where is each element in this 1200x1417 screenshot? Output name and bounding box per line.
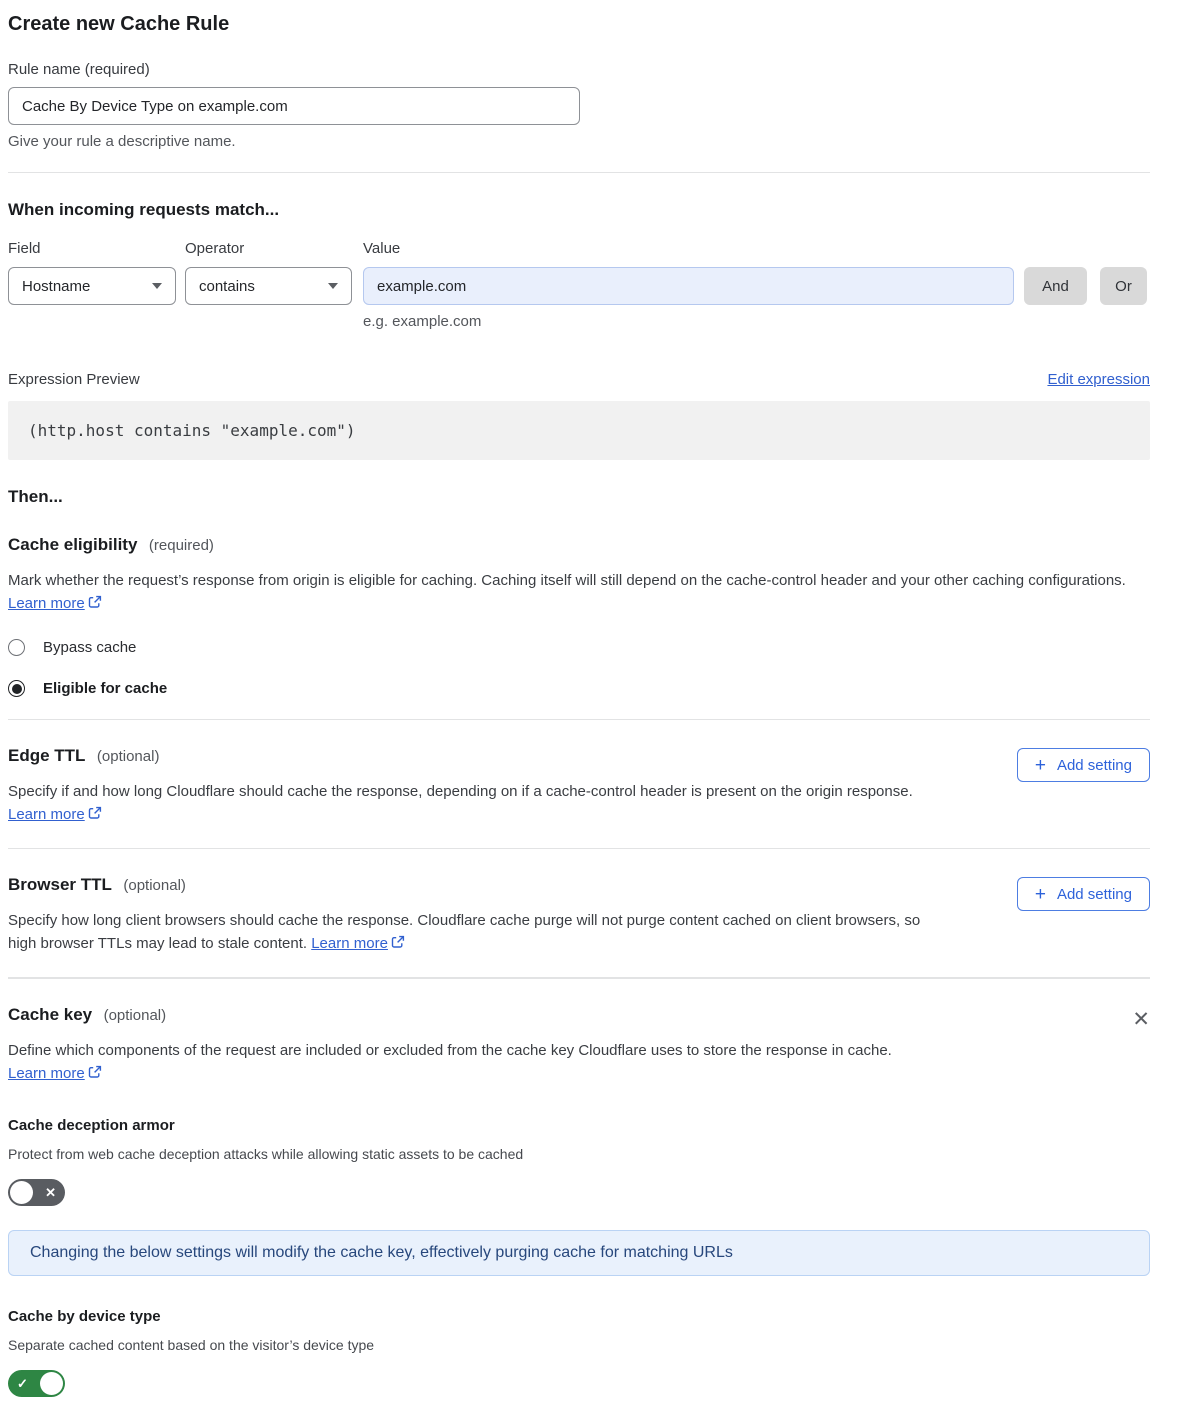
browser-ttl-learn-more-link[interactable]: Learn more [311, 935, 388, 952]
and-button[interactable]: And [1024, 267, 1087, 305]
or-button[interactable]: Or [1100, 267, 1147, 305]
cache-key-description: Define which components of the request are included or excluded from the cache key Cloudflare uses to store the response in cache. Learn more [8, 1042, 892, 1082]
browser-ttl-description: Specify how long client browsers should cache the response. Cloudflare cache purge will not purge content cached on client browsers, so high browser TTLs may lead to stale content. Learn more [8, 912, 921, 952]
expression-preview-label: Expression Preview [8, 371, 140, 388]
edge-ttl-learn-more-link[interactable]: Learn more [8, 806, 85, 823]
chevron-down-icon [152, 283, 162, 289]
cache-deception-armor-description: Protect from web cache deception attacks while allowing static assets to be cached [8, 1146, 524, 1162]
cache-eligibility-qualifier: (required) [148, 537, 214, 554]
radio-option-eligible-for-cache[interactable] [8, 680, 1150, 697]
plus-icon: + [1034, 883, 1046, 905]
value-column [363, 240, 1014, 330]
value-help: e.g. example.com [363, 313, 482, 330]
chevron-down-icon [328, 283, 338, 289]
operator-select[interactable] [185, 267, 352, 305]
edge-ttl-qualifier: (optional) [96, 748, 160, 765]
cache-eligibility-description: Mark whether the request’s response from origin is eligible for caching. Caching itself will still depend on the cache-control header and your other caching configurations. Learn more [8, 572, 1126, 612]
radio-selected-icon[interactable] [8, 680, 25, 697]
match-heading: When incoming requests match... [8, 200, 280, 219]
operator-column [185, 240, 363, 305]
edge-ttl-heading-row [8, 746, 938, 766]
operator-label: Operator [185, 240, 245, 257]
match-condition-row [8, 240, 1150, 330]
cache-eligibility-heading: Cache eligibility [8, 535, 138, 554]
radio-label: Eligible for cache [43, 680, 168, 697]
value-label: Value [363, 240, 401, 257]
plus-icon: + [1034, 754, 1046, 776]
browser-ttl-add-setting-button[interactable]: + Add setting [1017, 877, 1150, 911]
external-link-icon [88, 806, 102, 820]
browser-ttl-heading: Browser TTL [8, 875, 112, 894]
cache-key-heading: Cache key [8, 1005, 93, 1024]
edit-expression-link[interactable]: Edit expression [1047, 371, 1150, 388]
browser-ttl-text [8, 875, 938, 955]
toggle-knob [40, 1372, 63, 1395]
cache-by-device-type-heading: Cache by device type [8, 1308, 161, 1325]
browser-ttl-qualifier: (optional) [123, 877, 186, 894]
cache-key-learn-more-link[interactable]: Learn more [8, 1065, 85, 1082]
radio-unselected-icon[interactable] [8, 639, 25, 656]
expression-preview-row [8, 371, 1150, 388]
cache-key-close-icon[interactable]: ✕ [1132, 1008, 1150, 1031]
then-heading: Then... [8, 487, 63, 506]
field-label: Field [8, 240, 41, 257]
field-select[interactable] [8, 267, 176, 305]
value-input[interactable] [363, 267, 1014, 305]
edge-ttl-section [8, 746, 1150, 826]
expression-code: (http.host contains "example.com") [28, 421, 356, 440]
cache-deception-armor-heading: Cache deception armor [8, 1117, 175, 1134]
cache-key-text [8, 1005, 892, 1085]
section-divider [8, 719, 1150, 720]
edge-ttl-text [8, 746, 938, 826]
field-column [8, 240, 185, 305]
cache-key-section [8, 1005, 1150, 1085]
radio-option-bypass-cache[interactable] [8, 639, 1150, 656]
cache-key-heading-row [8, 1005, 892, 1025]
section-divider [8, 172, 1150, 173]
cache-eligibility-heading-row [8, 535, 1150, 555]
radio-label: Bypass cache [43, 639, 137, 656]
cache-key-warning-banner: Changing the below settings will modify the cache key, effectively purging cache for matching URLs [8, 1230, 1150, 1276]
edge-ttl-heading: Edge TTL [8, 746, 86, 765]
rule-name-input[interactable] [8, 87, 580, 125]
cache-key-qualifier: (optional) [103, 1007, 167, 1024]
cache-deception-armor-toggle[interactable] [8, 1179, 65, 1206]
external-link-icon [88, 595, 102, 609]
cache-by-device-type-toggle[interactable] [8, 1370, 65, 1397]
edge-ttl-description: Specify if and how long Cloudflare should cache the response, depending on if a cache-control header is present on the origin response. Learn more [8, 783, 913, 823]
rule-name-help: Give your rule a descriptive name. [8, 133, 236, 150]
rule-name-label: Rule name (required) [8, 61, 150, 78]
expression-code-block [8, 401, 1150, 460]
operator-select-value: contains [199, 277, 255, 295]
edge-ttl-add-setting-button[interactable]: + Add setting [1017, 748, 1150, 782]
toggle-on-check-icon: ✓ [17, 1375, 28, 1391]
external-link-icon [391, 935, 405, 949]
section-divider [8, 848, 1150, 849]
page-title: Create new Cache Rule [8, 13, 230, 35]
cache-eligibility-learn-more-link[interactable]: Learn more [8, 595, 85, 612]
section-divider [8, 977, 1150, 979]
toggle-knob [10, 1181, 33, 1204]
browser-ttl-section [8, 875, 1150, 955]
field-select-value: Hostname [22, 277, 91, 295]
browser-ttl-heading-row [8, 875, 938, 895]
external-link-icon [88, 1065, 102, 1079]
toggle-off-x-icon: ✕ [45, 1184, 56, 1200]
cache-by-device-type-description: Separate cached content based on the visitor’s device type [8, 1337, 375, 1353]
